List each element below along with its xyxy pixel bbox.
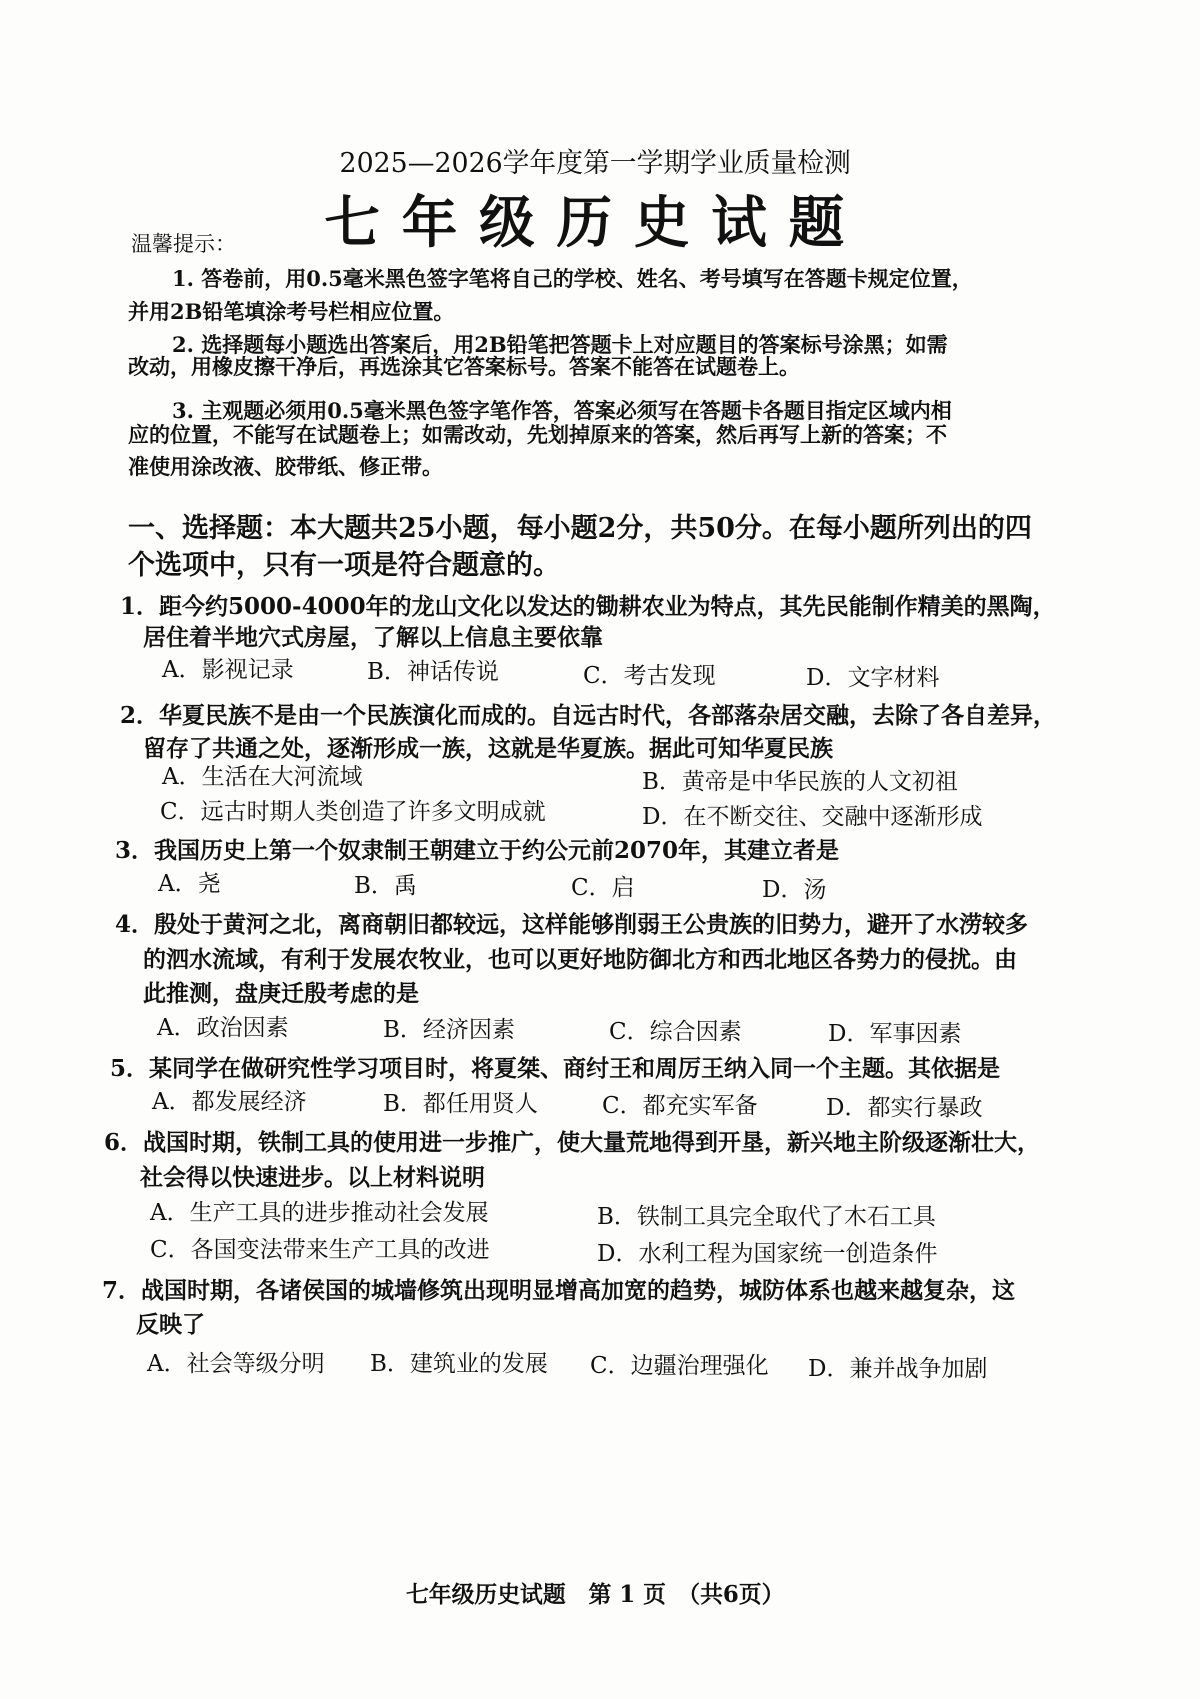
exam-header: 2025—2026学年度第一学期学业质量检测 xyxy=(339,148,851,179)
question-text: 社会得以快速进步。以上材料说明 xyxy=(140,1164,485,1191)
option-c[interactable]: C．综合因素 xyxy=(609,1019,742,1045)
option-b[interactable]: B．都任用贤人 xyxy=(383,1091,538,1117)
option-a[interactable]: A．尧 xyxy=(158,871,221,897)
page-footer: 七年级历史试题 第 1 页 （共6页） xyxy=(405,1581,785,1608)
question-text: 5．某同学在做研究性学习项目时，将夏桀、商纣王和周厉王纳入同一个主题。其依据是 xyxy=(110,1055,1001,1082)
tip-line: 3. 主观题必须用0.5毫米黑色签字笔作答，答案必须写在答题卡各题目指定区域内相 xyxy=(172,398,952,423)
question-text: 的泗水流域，有利于发展农牧业，也可以更好地防御北方和西北地区各势力的侵扰。由 xyxy=(143,946,1017,973)
question-text: 留存了共通之处，逐渐形成一族，这就是华夏族。据此可知华夏民族 xyxy=(143,735,833,762)
tips-title: 温馨提示： xyxy=(131,232,236,256)
section-heading: 一、选择题：本大题共25小题，每小题2分，共50分。在每小题所列出的四 xyxy=(128,513,1032,544)
tip-line: 1. 答卷前，用0.5毫米黑色签字笔将自己的学校、姓名、考号填写在答题卡规定位置， xyxy=(172,266,973,291)
question-text: 此推测，盘庚迁殷考虑的是 xyxy=(143,980,419,1007)
tip-line: 并用2B铅笔填涂考号栏相应位置。 xyxy=(128,299,455,324)
tip-line: 准使用涂改液、胶带纸、修正带。 xyxy=(128,454,443,479)
question-text: 7．战国时期，各诸侯国的城墙修筑出现明显增高加宽的趋势，城防体系也越来越复杂，这 xyxy=(102,1277,1016,1304)
tip-line: 应的位置，不能写在试题卷上；如需改动，先划掉原来的答案，然后再写上新的答案；不 xyxy=(128,422,947,447)
option-a[interactable]: A．影视记录 xyxy=(162,657,294,683)
option-c[interactable]: C．各国变法带来生产工具的改进 xyxy=(150,1237,490,1263)
option-a[interactable]: A．都发展经济 xyxy=(152,1089,307,1115)
question-text: 1．距今约5000-4000年的龙山文化以发达的锄耕农业为特点，其先民能制作精美的黑陶， xyxy=(120,593,1056,620)
option-b[interactable]: B．建筑业的发展 xyxy=(370,1351,548,1377)
question-text: 反映了 xyxy=(136,1311,205,1338)
option-d[interactable]: D．兼并战争加剧 xyxy=(808,1356,988,1382)
option-b[interactable]: B．经济因素 xyxy=(383,1017,515,1043)
option-d[interactable]: D．水利工程为国家统一创造条件 xyxy=(597,1241,938,1267)
question-text: 4．殷处于黄河之北，离商朝旧都较远，这样能够削弱王公贵族的旧势力，避开了水涝较多 xyxy=(115,911,1029,938)
tip-line: 改动，用橡皮擦干净后，再选涂其它答案标号。答案不能答在试题卷上。 xyxy=(128,354,800,379)
option-d[interactable]: D．都实行暴政 xyxy=(826,1095,983,1121)
option-b[interactable]: B．黄帝是中华民族的人文初祖 xyxy=(642,769,958,795)
option-a[interactable]: A．政治因素 xyxy=(157,1015,289,1041)
option-d[interactable]: D．军事因素 xyxy=(828,1021,962,1047)
option-d[interactable]: D．在不断交往、交融中逐渐形成 xyxy=(642,804,983,830)
option-a[interactable]: A．生产工具的进步推动社会发展 xyxy=(150,1200,489,1226)
option-c[interactable]: C．都充实军备 xyxy=(602,1093,758,1119)
question-text: 6．战国时期，铁制工具的使用进一步推广，使大量荒地得到开垦，新兴地主阶级逐渐壮大， xyxy=(104,1129,1041,1156)
tip-line: 2. 选择题每小题选出答案后，用2B铅笔把答题卡上对应题目的答案标号涂黑；如需 xyxy=(172,332,948,357)
option-b[interactable]: B．铁制工具完全取代了木石工具 xyxy=(597,1204,936,1230)
exam-title: 七年级历史试题 xyxy=(324,190,867,256)
question-text: 2．华夏民族不是由一个民族演化而成的。自远古时代，各部落杂居交融，去除了各自差异， xyxy=(120,702,1057,729)
option-d[interactable]: D．汤 xyxy=(762,877,827,903)
option-b[interactable]: B．神话传说 xyxy=(367,659,499,685)
section-heading: 个选项中，只有一项是符合题意的。 xyxy=(128,550,560,581)
option-c[interactable]: C．启 xyxy=(571,875,635,901)
option-d[interactable]: D．文字材料 xyxy=(806,665,940,691)
option-c[interactable]: C．边疆治理强化 xyxy=(590,1353,769,1379)
option-c[interactable]: C．远古时期人类创造了许多文明成就 xyxy=(160,799,546,825)
option-c[interactable]: C．考古发现 xyxy=(583,663,716,689)
question-text: 居住着半地穴式房屋，了解以上信息主要依靠 xyxy=(143,624,603,651)
option-a[interactable]: A．生活在大河流域 xyxy=(162,764,363,790)
option-b[interactable]: B．禹 xyxy=(354,873,417,899)
option-a[interactable]: A．社会等级分明 xyxy=(147,1351,325,1377)
question-text: 3．我国历史上第一个奴隶制王朝建立于约公元前2070年，其建立者是 xyxy=(115,837,840,864)
